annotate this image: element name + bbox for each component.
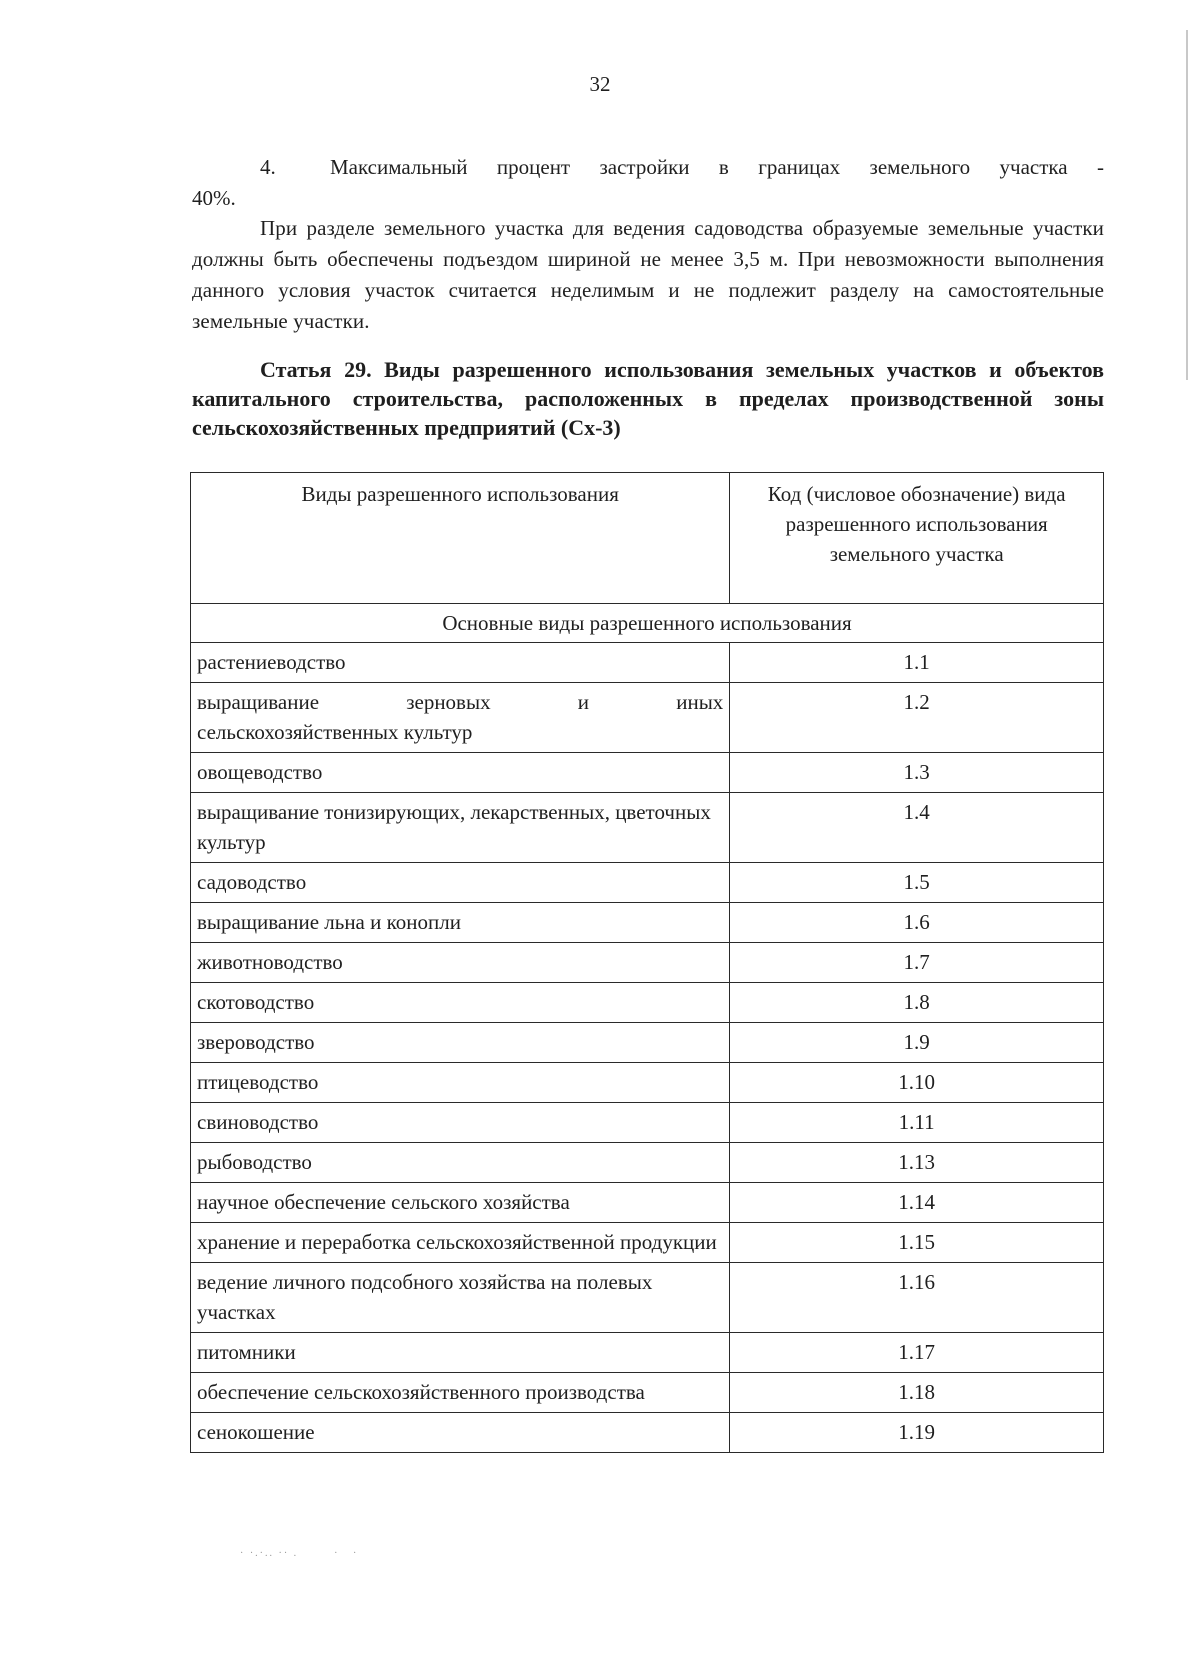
row-code: 1.2 <box>730 683 1104 753</box>
row-kind: звероводство <box>191 1023 730 1063</box>
table-row <box>191 943 1104 983</box>
header-kind: Виды разрешенного использования <box>191 473 730 604</box>
row-code: 1.8 <box>730 983 1104 1023</box>
table-row <box>191 1063 1104 1103</box>
row-kind-justified-line <box>197 687 723 717</box>
table-row <box>191 1333 1104 1373</box>
table-row <box>191 793 1104 863</box>
row-code: 1.7 <box>730 943 1104 983</box>
table-row <box>191 643 1104 683</box>
row-kind: обеспечение сельскохозяйственного производства <box>191 1373 730 1413</box>
table-row <box>191 1223 1104 1263</box>
row-kind-word: выращивание <box>197 690 320 714</box>
row-kind-tail: сельскохозяйственных культур <box>197 720 473 744</box>
row-kind-word: иных <box>676 690 724 714</box>
row-code: 1.16 <box>730 1263 1104 1333</box>
row-code: 1.4 <box>730 793 1104 863</box>
row-code: 1.6 <box>730 903 1104 943</box>
row-kind: рыбоводство <box>191 1143 730 1183</box>
header-code: Код (числовое обозначение) вида разрешенного использования земельного участка <box>730 473 1104 604</box>
table-row <box>191 983 1104 1023</box>
row-code: 1.11 <box>730 1103 1104 1143</box>
table-row <box>191 1183 1104 1223</box>
table-row <box>191 1103 1104 1143</box>
section-main-title: Основные виды разрешенного использования <box>191 604 1104 643</box>
scan-specks: · ·.·.. ·· . · · <box>240 1548 359 1559</box>
row-kind: хранение и переработка сельскохозяйственной продукции <box>191 1223 730 1263</box>
scan-edge-line <box>1186 30 1188 380</box>
row-code: 1.17 <box>730 1333 1104 1373</box>
row-kind: садоводство <box>191 863 730 903</box>
row-kind: выращивание льна и конопли <box>191 903 730 943</box>
table-header-row <box>191 473 1104 604</box>
table-row <box>191 1023 1104 1063</box>
row-code: 1.3 <box>730 753 1104 793</box>
article-heading: Статья 29. Виды разрешенного использования земельных участков и объектов капитального строительства, расположенных в пределах производственной зоны сельскохозяйственных предприятий (Сх-3) <box>192 357 1104 440</box>
row-kind <box>191 683 730 753</box>
page-number: 32 <box>589 72 611 96</box>
row-code: 1.5 <box>730 863 1104 903</box>
row-code: 1.10 <box>730 1063 1104 1103</box>
row-code: 1.15 <box>730 1223 1104 1263</box>
table-row <box>191 1263 1104 1333</box>
row-kind: скотоводство <box>191 983 730 1023</box>
paragraph-4-number: 4. <box>260 155 276 179</box>
row-kind: сенокошение <box>191 1413 730 1453</box>
paragraph-4-first-line <box>192 152 1104 183</box>
row-code: 1.1 <box>730 643 1104 683</box>
row-code: 1.13 <box>730 1143 1104 1183</box>
row-kind: ведение личного подсобного хозяйства на полевых участках <box>191 1263 730 1333</box>
paragraph-4 <box>192 152 1104 214</box>
row-kind: животноводство <box>191 943 730 983</box>
table-row <box>191 903 1104 943</box>
row-kind: научное обеспечение сельского хозяйства <box>191 1183 730 1223</box>
division-paragraph: При разделе земельного участка для ведения садоводства образуемые земельные участки должны быть обеспечены подъездом шириной не менее 3,5 м. При невозможности выполнения данного условия участок считается неделимым и не подлежит разделу на самостоятельные земельные участки. <box>192 216 1104 333</box>
row-kind: питомники <box>191 1333 730 1373</box>
table-row <box>191 683 1104 753</box>
row-kind: растениеводство <box>191 643 730 683</box>
row-code: 1.14 <box>730 1183 1104 1223</box>
paragraph-4-continuation: 40%. <box>192 186 236 210</box>
section-row <box>191 604 1104 643</box>
row-kind: птицеводство <box>191 1063 730 1103</box>
table-row <box>191 863 1104 903</box>
row-code: 1.19 <box>730 1413 1104 1453</box>
table-row <box>191 1373 1104 1413</box>
permitted-use-table <box>190 472 1104 1453</box>
row-kind: овощеводство <box>191 753 730 793</box>
row-kind: свиноводство <box>191 1103 730 1143</box>
row-kind-word: и <box>577 690 590 714</box>
table-row <box>191 753 1104 793</box>
row-code: 1.9 <box>730 1023 1104 1063</box>
row-code: 1.18 <box>730 1373 1104 1413</box>
row-kind-word: зерновых <box>406 690 491 714</box>
paragraph-4-text: Максимальный процент застройки в границах земельного участка - <box>330 155 1104 179</box>
table-row <box>191 1413 1104 1453</box>
row-kind: выращивание тонизирующих, лекарственных, цветочных культур <box>191 793 730 863</box>
table-row <box>191 1143 1104 1183</box>
